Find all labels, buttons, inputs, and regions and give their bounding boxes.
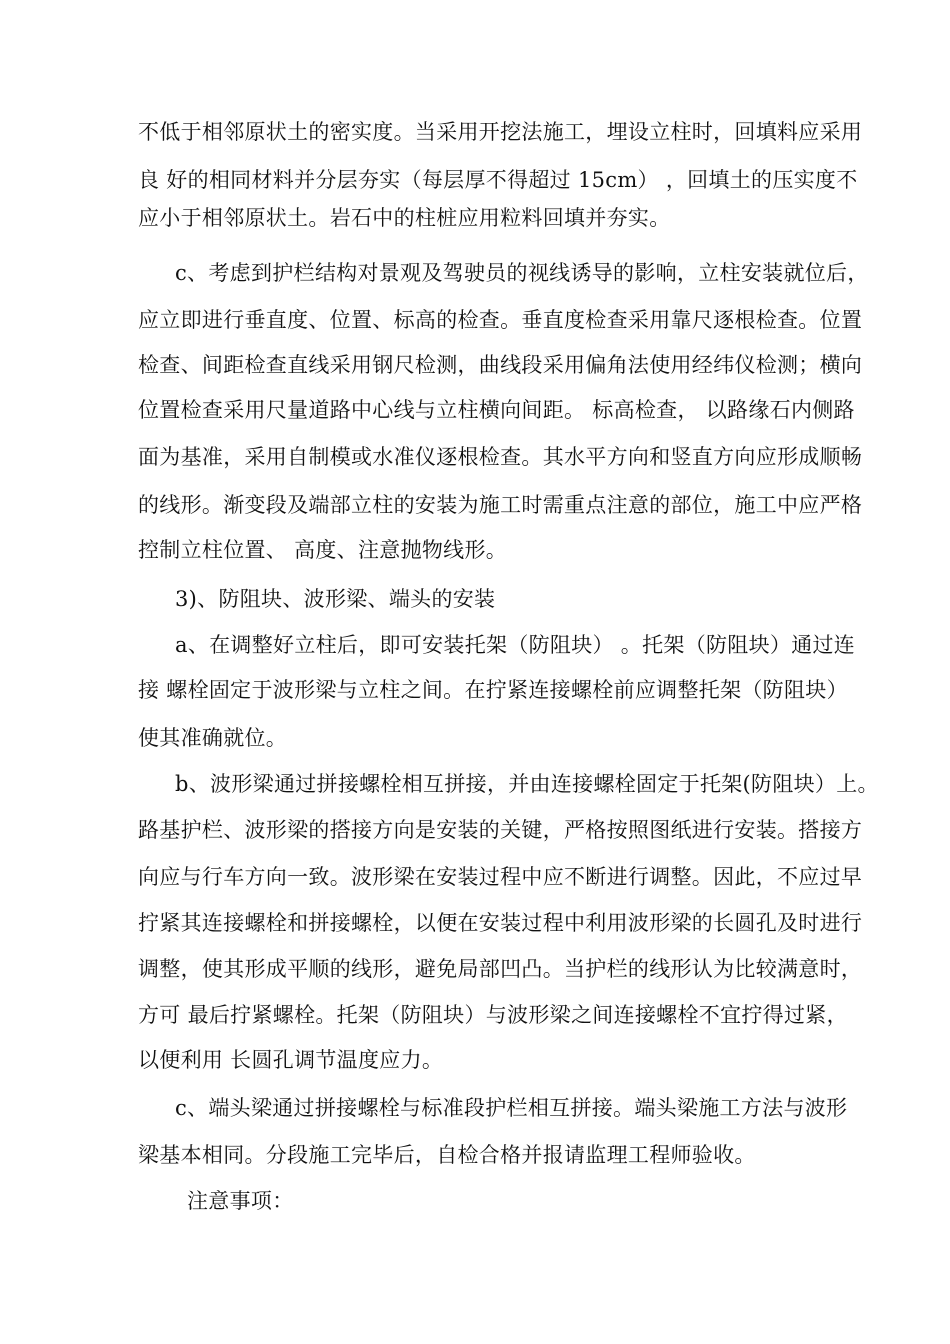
- paragraph-b-line-5: 调整，使其形成平顺的线形，避免局部凹凸。当护栏的线形认为比较满意时，: [138, 957, 863, 981]
- paragraph-2-line-3: 检查、间距检查直线采用钢尺检测，曲线段采用偏角法使用经纬仪检测；横向: [138, 353, 863, 377]
- paragraph-b-line-2: 路基护栏、波形梁的搭接方向是安装的关键，严格按照图纸进行安装。搭接方: [138, 818, 863, 842]
- paragraph-b-line-6: 方可 最后拧紧螺栓。托架（防阻块）与波形梁之间连接螺栓不宜拧得过紧，: [138, 1003, 848, 1027]
- paragraph-2-line-4: 位置检查采用尺量道路中心线与立柱横向间距。 标高检查， 以路缘石内侧路: [138, 398, 855, 422]
- paragraph-c-line-2: 梁基本相同。分段施工完毕后，自检合格并报请监理工程师验收。: [138, 1143, 756, 1167]
- paragraph-b-line-3: 向应与行车方向一致。波形梁在安装过程中应不断进行调整。因此，不应过早: [138, 865, 863, 889]
- notes-heading: 注意事项：: [187, 1189, 294, 1213]
- paragraph-b-line-4: 拧紧其连接螺栓和拼接螺栓，以便在安装过程中利用波形梁的长圆孔及时进行: [138, 911, 863, 935]
- paragraph-c-line-1: c、端头梁通过拼接螺栓与标准段护栏相互拼接。端头梁施工方法与波形: [175, 1096, 848, 1120]
- paragraph-a-line-2: 接 螺栓固定于波形梁与立柱之间。在拧紧连接螺栓前应调整托架（防阻块）: [138, 678, 848, 702]
- paragraph-1-line-2: 良 好的相同材料并分层夯实（每层厚不得超过 15cm） ，回填土的压实度不: [138, 168, 858, 192]
- paragraph-2-line-2: 应立即进行垂直度、位置、标高的检查。垂直度检查采用靠尺逐根检查。位置: [138, 308, 863, 332]
- paragraph-1-line-3: 应小于相邻原状土。岩石中的柱桩应用粒料回填并夯实。: [138, 206, 671, 230]
- paragraph-2-line-6: 的线形。渐变段及端部立柱的安装为施工时需重点注意的部位，施工中应严格: [138, 493, 863, 517]
- paragraph-a-line-1: a、在调整好立柱后，即可安装托架（防阻块） 。托架（防阻块）通过连: [175, 633, 856, 657]
- paragraph-2-line-1: c、考虑到护栏结构对景观及驾驶员的视线诱导的影响，立柱安装就位后，: [175, 261, 869, 285]
- paragraph-2-line-5: 面为基准，采用自制模或水准仪逐根检查。其水平方向和竖直方向应形成顺畅: [138, 445, 863, 469]
- paragraph-2-line-7: 控制立柱位置、 高度、注意抛物线形。: [138, 538, 508, 562]
- paragraph-1-line-1: 不低于相邻原状土的密实度。当采用开挖法施工，埋设立柱时，回填料应采用: [138, 120, 863, 144]
- paragraph-b-line-1: b、波形梁通过拼接螺栓相互拼接，并由连接螺栓固定于托架(防阻块）上。: [175, 772, 879, 796]
- paragraph-a-line-3: 使其准确就位。: [138, 726, 288, 750]
- paragraph-b-line-7: 以便利用 长圆孔调节温度应力。: [138, 1048, 444, 1072]
- section-heading-3: 3)、防阻块、波形梁、端头的安装: [175, 587, 496, 611]
